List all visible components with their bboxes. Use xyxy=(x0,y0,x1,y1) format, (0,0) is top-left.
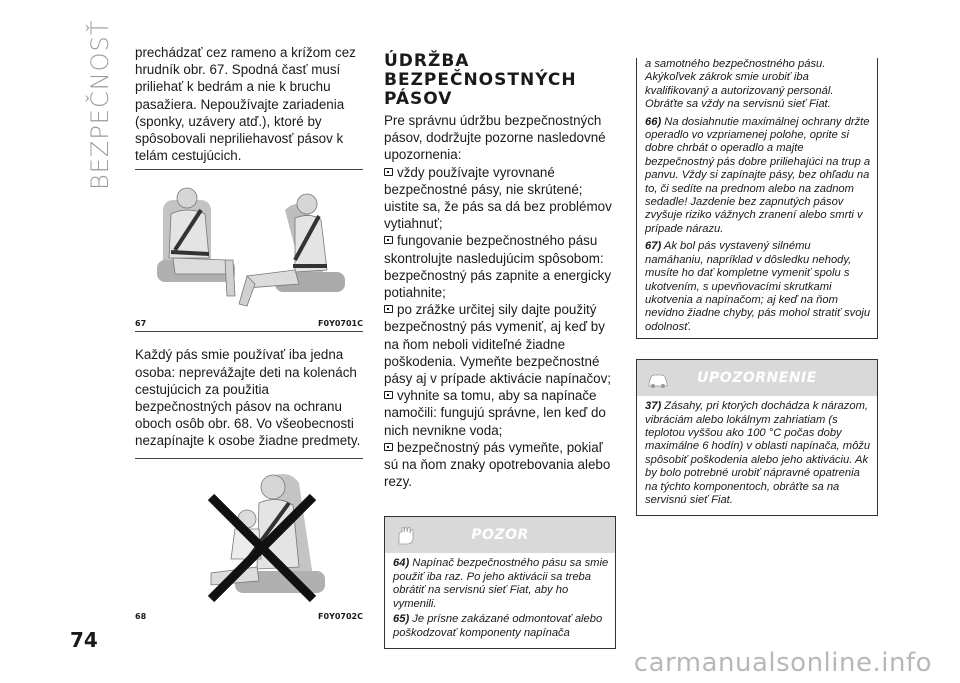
list-item: po zrážke určitej sily dajte použitý bezpečnostný pás vymeniť, aj keď by na ňom neboli viditeľné žiadne poškodenia. Vymeňte bezpečnostné pásy aj v prípade aktivácie napínačov; xyxy=(384,302,612,387)
notice-body xyxy=(637,396,877,515)
figure-number: 67 xyxy=(135,319,147,329)
pozor-notice xyxy=(384,516,616,648)
notice-item: 66) Na dosiahnutie maximálnej ochrany držte operadlo vo vzpriamenej polohe, oprite si dobre chrbát o operadlo a majte bezpečnostný pás dobre priliehajúci na trup a panvu. Vždy si zapínajte pásy, bez ohľadu na to, či sedíte na prednom alebo na zadnom sedadle! Jazdenie bez zapnutých pásov zvyšuje riziko vážnych zranení alebo smrti v prípade nárazu. xyxy=(645,115,871,235)
heading-line: PÁSOV xyxy=(384,89,453,109)
list-item: bezpečnostný pás vymeňte, pokiaľ sú na ňom znaky opotrebovania alebo rezy. xyxy=(384,439,611,490)
watermark: carmanualsonline.info xyxy=(633,648,932,678)
checkbox-bullet-icon xyxy=(384,443,393,451)
notice-item: 37) Zásahy, pri ktorých dochádza k nárazom, vibráciám alebo lokálnym zahriatiam (s teplotou vyššou ako 100 °C počas doby maximálne 6 hodín) v oblasti napínača, môžu spôsobiť poškodenia alebo jeho aktiváciu. Ak by bolo potrebné urobiť nápravné opatrenia na týchto komponentoch, obráťte sa na servisnú sieť Fiat. xyxy=(645,400,871,506)
divider xyxy=(135,458,363,459)
section-tab-label: BEZPEČNOSŤ xyxy=(86,19,114,190)
car-warning-icon xyxy=(647,369,669,389)
notice-header xyxy=(385,517,615,553)
child-on-lap-prohibited-illustration xyxy=(135,467,363,605)
notice-item: 65) Je prísne zakázané odmontovať alebo poškodzovať komponenty napínača xyxy=(393,613,603,639)
heading-line: ÚDRŽBA xyxy=(384,51,470,71)
column-right xyxy=(636,58,878,516)
heading-line: BEZPEČNOSTNÝCH xyxy=(384,70,577,90)
notice-header xyxy=(637,360,877,396)
figure-code: F0Y0702C xyxy=(318,611,363,621)
notice-item: 67) Ak bol pás vystavený silnému namáhaniu, napríklad v dôsledku nehody, musíte ho dať kompletne vymeniť spolu s ukotvením, s upevňovacími skrutkami ukotvenia a napínačom; aj keď na ňom nevidno žiadne chyby, pás mohol stratiť svoju odolnosť. xyxy=(645,240,871,333)
paragraph-belt-position: prechádzať cez rameno a krížom cez hrudník obr. 67. Spodná časť musí priliehať k bedrám a nie k bruchu pasažiera. Nepoužívajte zariadenia (sponky, uzávery atď.), ktoré by spôsobovali nepriliehavosť pásov k telám cestujúcich. xyxy=(135,45,356,164)
page-number: 74 xyxy=(70,628,98,652)
notice-body xyxy=(385,553,615,647)
divider xyxy=(135,331,363,332)
hand-warning-icon xyxy=(395,526,417,546)
maintenance-list xyxy=(384,164,616,491)
notice-title: UPOZORNENIE xyxy=(697,370,817,387)
maintenance-intro: Pre správnu údržbu bezpečnostných pásov, dodržujte pozorne nasledovné upozornenia: xyxy=(384,113,606,163)
column-middle xyxy=(384,52,616,649)
divider xyxy=(135,169,363,170)
section-tab xyxy=(82,19,116,190)
checkbox-bullet-icon xyxy=(384,391,393,399)
checkbox-bullet-icon xyxy=(384,305,393,313)
figure-67 xyxy=(135,180,363,328)
section-heading xyxy=(384,52,616,109)
checkbox-bullet-icon xyxy=(384,236,393,244)
figure-caption xyxy=(135,319,363,328)
list-item: fungovanie bezpečnostného pásu skontrolujte nasledujúcim spôsobom: bezpečnostný pás zapnite a energicky potiahnite; xyxy=(384,233,612,301)
list-item: vyhnite sa tomu, aby sa napínače namočili: fungujú správne, len keď do nich nevnikne voda; xyxy=(384,388,606,438)
notice-continuation: a samotného bezpečnostného pásu. Akýkoľvek zákrok smie urobiť iba kvalifikovaný a autorizovaný personál. Obráťte sa vždy na servisnú sieť Fiat. xyxy=(645,58,834,111)
notice-item: 64) Napínač bezpečnostného pásu sa smie použiť iba raz. Po jeho aktivácii sa treba obrátiť na servisnú sieť Fiat, aby ho vymenili. xyxy=(393,557,609,610)
notice-title: POZOR xyxy=(471,527,529,544)
figure-68 xyxy=(135,467,363,621)
list-item: vždy používajte vyrovnané bezpečnostné pásy, nie skrútené; uistite sa, že pás sa dá bez problémov vytiahnuť; xyxy=(384,164,612,232)
figure-number: 68 xyxy=(135,611,147,621)
figure-caption xyxy=(135,612,363,621)
column-left xyxy=(135,44,363,621)
checkbox-bullet-icon xyxy=(384,168,393,176)
pozor-notice-continued xyxy=(636,58,878,339)
seatbelt-passengers-illustration xyxy=(135,180,363,312)
upozornenie-notice xyxy=(636,359,878,516)
paragraph-one-person: Každý pás smie používať iba jedna osoba: neprevážajte deti na kolenách cestujúcich za použitia bezpečnostných pásov na ochranu oboch osôb obr. 68. Vo všeobecnosti nezapínajte k osobe žiadne predmety. xyxy=(135,347,361,449)
figure-code: F0Y0701C xyxy=(318,319,363,329)
